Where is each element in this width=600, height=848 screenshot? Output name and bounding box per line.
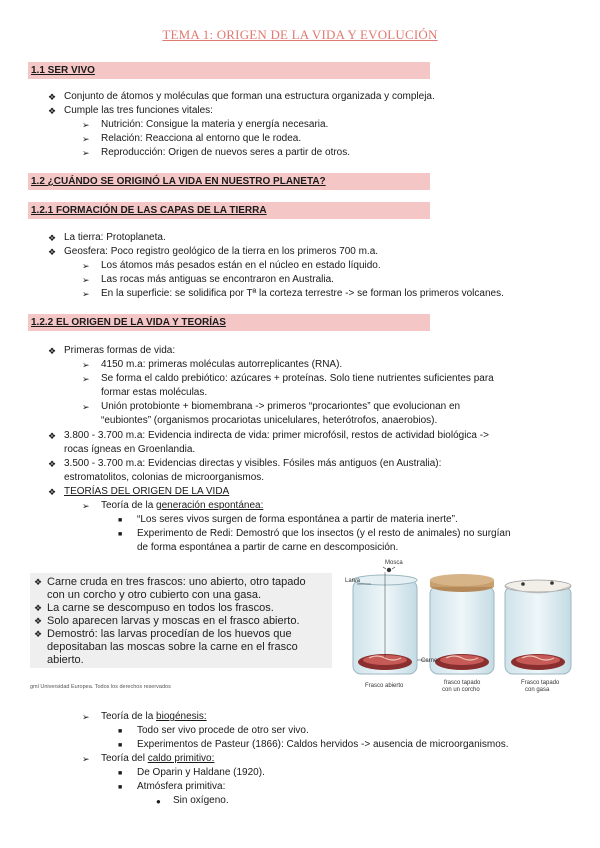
arrow-bullet-icon: ➢	[82, 360, 90, 370]
text-line: formar estas moléculas.	[101, 387, 208, 398]
arrow-bullet-icon: ➢	[82, 374, 90, 384]
fly-icon	[387, 568, 391, 572]
copyright-note: gml Universidad Europea. Todos los derechos reservados	[30, 684, 171, 690]
larva-label: Larva	[345, 578, 361, 584]
section-heading-1-2: 1.2 ¿CUÁNDO SE ORIGINÓ LA VIDA EN NUESTRO PLANETA?	[28, 173, 430, 190]
text-line: Se forma el caldo prebiótico: azúcares + proteínas. Solo tiene nutrientes suficientes para	[101, 373, 494, 384]
theory-prefix: Teoría del	[101, 753, 148, 764]
theory-name: generación espontánea:	[156, 500, 264, 511]
dot-bullet-icon: ●	[156, 797, 161, 806]
text-line: Primeras formas de vida:	[64, 345, 176, 356]
diamond-bullet-icon: ❖	[48, 106, 57, 116]
square-bullet-icon: ■	[118, 531, 123, 538]
section-heading-1-2-2: 1.2.2 EL ORIGEN DE LA VIDA Y TEORÍAS	[28, 314, 430, 331]
theory-prefix: Teoría de la	[101, 500, 157, 511]
cork-jar	[430, 574, 494, 674]
square-bullet-icon: ■	[118, 517, 123, 524]
text-line: Atmósfera primitiva:	[137, 781, 226, 792]
square-bullet-icon: ■	[118, 784, 123, 791]
diamond-bullet-icon: ❖	[48, 233, 57, 243]
text-line: De Oparin y Haldane (1920).	[137, 767, 265, 778]
arrow-bullet-icon: ➢	[82, 501, 90, 511]
text-line: Experimentos de Pasteur (1866): Caldos hervidos -> ausencia de microorganismos.	[137, 739, 509, 750]
text-line: Nutrición: Consigue la materia y energía necesaria.	[101, 119, 329, 130]
theory-name: caldo primitivo:	[147, 753, 215, 764]
square-bullet-icon: ■	[118, 770, 123, 777]
jar-label: Frasco abierto	[365, 683, 404, 689]
theory-primitive-soup	[101, 752, 214, 766]
text-line: de forma espontánea a partir de carne en descomposición.	[137, 542, 399, 553]
fly-label: Mosca	[385, 560, 403, 566]
text-line: La tierra: Protoplaneta.	[64, 232, 166, 243]
diamond-bullet-icon: ❖	[48, 459, 57, 469]
text-line: Relación: Reacciona al entorno que le rodea.	[101, 133, 302, 144]
text-line: “eubiontes” (organismos procariotas unicelulares, heterótrofos, anaerobios).	[101, 415, 438, 426]
box-line: La carne se descompuso en todos los frascos.	[47, 602, 274, 614]
arrow-bullet-icon: ➢	[82, 261, 90, 271]
jar-label: con un corcho	[442, 687, 480, 693]
arrow-bullet-icon: ➢	[82, 275, 90, 285]
theory-spontaneous-generation	[101, 499, 263, 513]
text-line: Las rocas más antiguas se encontraron en Australia.	[101, 274, 334, 285]
text-line: Reproducción: Origen de nuevos seres a partir de otros.	[101, 147, 351, 158]
diamond-bullet-icon: ❖	[48, 431, 57, 441]
text-line: Cumple las tres funciones vitales:	[64, 105, 213, 116]
text-line: Todo ser vivo procede de otro ser vivo.	[137, 725, 309, 736]
diamond-bullet-icon: ❖	[34, 616, 43, 626]
text-line: Sin oxígeno.	[173, 795, 229, 806]
text-line: estromatolitos, colonias de microorganismos.	[64, 472, 265, 483]
text-line: Los átomos más pesados están en el núcleo en estado líquido.	[101, 260, 381, 271]
text-line: 3.800 - 3.700 m.a: Evidencia indirecta de vida: primer microfósil, restos de actividad biológica ->	[64, 430, 489, 441]
theory-biogenesis	[101, 710, 207, 724]
box-line: Carne cruda en tres frascos: uno abierto, otro tapado	[47, 576, 306, 588]
text-line: Unión protobionte + biomembrana -> primeros “procariontes” que evolucionan en	[101, 401, 461, 412]
arrow-bullet-icon: ➢	[82, 712, 90, 722]
box-line: Demostró: las larvas procedían de los huevos que	[47, 628, 292, 640]
text-line: “Los seres vivos surgen de forma espontánea a partir de materia inerte”.	[137, 514, 458, 525]
open-jar	[353, 567, 427, 674]
jar-label: frasco tapado	[444, 680, 481, 686]
text-line: 3.500 - 3.700 m.a: Evidencias directas y visibles. Fósiles más antiguos (en Australia):	[64, 458, 442, 469]
diamond-bullet-icon: ❖	[34, 629, 43, 639]
diamond-bullet-icon: ❖	[34, 603, 43, 613]
arrow-bullet-icon: ➢	[82, 120, 90, 130]
theory-prefix: Teoría de la	[101, 711, 157, 722]
redi-experiment-summary-box	[30, 573, 332, 668]
section-heading-1-1: 1.1 SER VIVO	[28, 62, 430, 79]
box-line: depositaban las moscas sobre la carne en el frasco	[47, 641, 298, 653]
theory-name: biogénesis:	[156, 711, 207, 722]
jar-label: con gasa	[525, 687, 550, 693]
diamond-bullet-icon: ❖	[48, 92, 57, 102]
redi-experiment-jars-illustration	[345, 558, 580, 700]
text-line: En la superficie: se solidifica por Tª la corteza terrestre -> se forman los primeros volcanes.	[101, 288, 504, 299]
text-line: 4150 m.a: primeras moléculas autorreplicantes (RNA).	[101, 359, 343, 370]
square-bullet-icon: ■	[118, 728, 123, 735]
box-line: abierto.	[47, 654, 84, 666]
box-line: Solo aparecen larvas y moscas en el frasco abierto.	[47, 615, 300, 627]
arrow-bullet-icon: ➢	[82, 402, 90, 412]
square-bullet-icon: ■	[118, 742, 123, 749]
text-line: rocas ígneas en Groenlandia.	[64, 444, 196, 455]
arrow-bullet-icon: ➢	[82, 289, 90, 299]
diamond-bullet-icon: ❖	[48, 247, 57, 257]
arrow-bullet-icon: ➢	[82, 134, 90, 144]
box-line: con un corcho y otro cubierto con una gasa.	[47, 589, 262, 601]
page-title: TEMA 1: ORIGEN DE LA VIDA Y EVOLUCIÓN	[162, 27, 438, 42]
diamond-bullet-icon: ❖	[48, 487, 57, 497]
diamond-bullet-icon: ❖	[34, 577, 43, 587]
arrow-bullet-icon: ➢	[82, 148, 90, 158]
theories-heading: TEORÍAS DEL ORIGEN DE LA VIDA	[64, 486, 230, 497]
gauze-jar	[505, 580, 571, 674]
arrow-bullet-icon: ➢	[82, 754, 90, 764]
meat-label: Carne	[421, 658, 438, 664]
jar-label: Frasco tapado	[521, 680, 560, 686]
text-line: Experimento de Redi: Demostró que los insectos (y el resto de animales) no surgían	[137, 528, 511, 539]
text-line: Geosfera: Poco registro geológico de la tierra en los primeros 700 m.a.	[64, 246, 379, 257]
diamond-bullet-icon: ❖	[48, 346, 57, 356]
section-heading-1-2-1: 1.2.1 FORMACIÓN DE LAS CAPAS DE LA TIERRA	[28, 202, 430, 219]
text-line: Conjunto de átomos y moléculas que forman una estructura organizada y compleja.	[64, 91, 435, 102]
